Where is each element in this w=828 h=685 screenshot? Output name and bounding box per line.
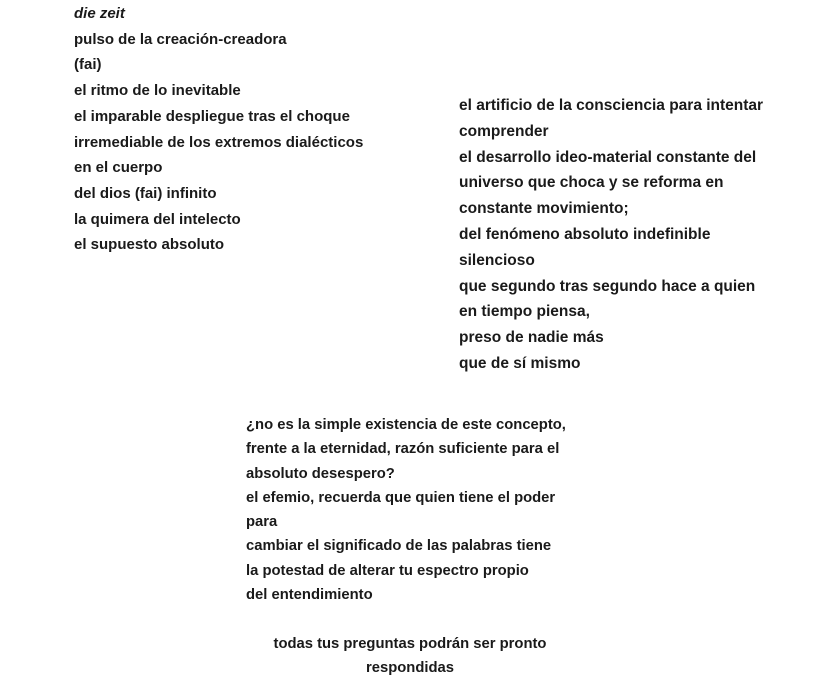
center-stanza <box>246 413 566 607</box>
left-line-7-prefix: del dios <box>74 184 135 202</box>
center-line: absoluto desespero? <box>246 465 395 482</box>
center-line: para <box>246 514 278 531</box>
right-line: silencioso <box>459 251 535 269</box>
right-line: que segundo tras segundo hace a quien <box>459 277 756 295</box>
left-line-7-suffix: infinito <box>162 184 217 202</box>
left-line-7 <box>74 181 363 207</box>
left-line-5: irremediable de los extremos dialécticos <box>74 133 364 151</box>
left-line-8: la quimera del intelecto <box>74 210 241 228</box>
center-line: ¿no es la simple existencia de este concepto, <box>246 417 566 433</box>
left-stanza <box>74 1 363 258</box>
closing-line-1: todas tus preguntas podrán ser pronto <box>273 636 547 652</box>
left-line-7-fai: (fai) <box>134 184 163 202</box>
right-line: universo que choca y se reforma en <box>459 174 724 192</box>
center-line: frente a la eternidad, razón suficiente para el <box>246 441 560 458</box>
right-line: que de sí mismo <box>459 354 581 372</box>
right-stanza <box>459 93 763 377</box>
right-line: del fenómeno absoluto indefinible <box>459 225 711 243</box>
left-line-1: pulso de la creación-creadora <box>74 30 287 48</box>
right-line: el artificio de la consciencia para intentar <box>459 97 764 114</box>
center-line: cambiar el significado de las palabras tiene <box>246 538 552 555</box>
left-line-6: en el cuerpo <box>74 159 163 177</box>
center-line: del entendimiento <box>246 587 373 604</box>
closing-line-2: respondidas <box>366 660 454 677</box>
right-line: constante movimiento; <box>459 200 629 218</box>
closing-stanza <box>230 632 590 681</box>
center-line: la potestad de alterar tu espectro propio <box>246 562 529 579</box>
left-line-9: el supuesto absoluto <box>74 236 225 254</box>
right-line: en tiempo piensa, <box>459 303 590 321</box>
right-line: el desarrollo ideo-material constante del <box>459 148 757 166</box>
fai-marker: (fai) <box>74 56 102 74</box>
right-line: comprender <box>459 122 549 140</box>
left-line-3: el ritmo de lo inevitable <box>74 82 241 100</box>
left-line-4: el imparable despliegue tras el choque <box>74 107 350 125</box>
center-line: el efemio, recuerda que quien tiene el poder <box>246 489 556 506</box>
right-line: preso de nadie más <box>459 329 604 347</box>
poem-title: die zeit <box>74 5 125 22</box>
